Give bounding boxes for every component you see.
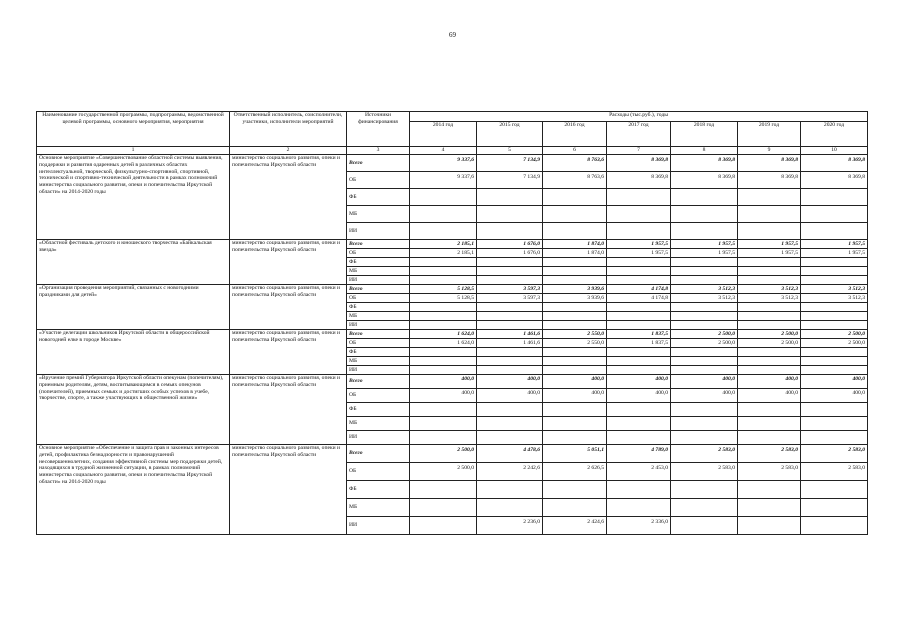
expense-value (543, 312, 607, 321)
expense-value: 400,0 (607, 389, 671, 403)
funding-source: ИИ (347, 276, 410, 285)
expense-value (671, 189, 738, 206)
expense-value (477, 189, 543, 206)
expense-value: 2 583,0 (671, 463, 738, 481)
funding-source: ИИ (347, 366, 410, 375)
expense-value (477, 481, 543, 499)
expense-value (410, 189, 477, 206)
expense-value: 1 461,6 (477, 330, 543, 339)
expense-value: 2 500,0 (410, 445, 477, 463)
expense-value (738, 223, 801, 240)
funding-source: МБ (347, 312, 410, 321)
expense-value (738, 276, 801, 285)
expense-value: 1 837,5 (607, 330, 671, 339)
expense-value: 2 500,0 (738, 330, 801, 339)
header-year: 2017 год (607, 122, 671, 147)
expense-value (477, 366, 543, 375)
responsible-executor: министерство социального развития, опеки и попечительства Иркутской области (230, 240, 347, 285)
expense-value: 1 874,0 (543, 249, 607, 258)
expense-value: 400,0 (738, 389, 801, 403)
expense-value (738, 348, 801, 357)
funding-source: ОБ (347, 463, 410, 481)
expense-value: 2 583,0 (738, 445, 801, 463)
expense-value (477, 417, 543, 431)
expense-value: 9 337,6 (410, 155, 477, 172)
expense-value (607, 223, 671, 240)
header-expenses: Расходы (тыс.руб.), годы (410, 112, 868, 122)
column-number: 5 (477, 147, 543, 155)
funding-source: ФБ (347, 403, 410, 417)
expense-value: 2 500,0 (671, 339, 738, 348)
funding-source: ОБ (347, 294, 410, 303)
header-year: 2016 год (543, 122, 607, 147)
expense-value (801, 223, 868, 240)
page-number: 69 (449, 31, 456, 39)
expense-value: 3 939,6 (543, 294, 607, 303)
expense-value (801, 431, 868, 445)
table-body (37, 155, 868, 535)
expense-value (410, 403, 477, 417)
expense-value: 1 676,0 (477, 249, 543, 258)
header-year: 2014 год (410, 122, 477, 147)
expense-value: 2 424,6 (543, 517, 607, 535)
expense-value (410, 321, 477, 330)
expense-value (607, 276, 671, 285)
expense-value (607, 258, 671, 267)
funding-source: МБ (347, 357, 410, 366)
expense-value: 8 369,8 (671, 155, 738, 172)
expense-value (477, 267, 543, 276)
header-name: Наименование государственной программы, подпрограммы, ведомственной целевой программы, основного мероприятия, мероприятия (37, 112, 230, 147)
expense-value (477, 303, 543, 312)
expense-value (738, 431, 801, 445)
expense-value (738, 189, 801, 206)
expense-value (801, 258, 868, 267)
expense-value: 7 134,9 (477, 155, 543, 172)
expense-value (671, 303, 738, 312)
expense-value: 5 128,5 (410, 285, 477, 294)
expense-value (477, 312, 543, 321)
funding-source: ОБ (347, 339, 410, 348)
expense-value: 400,0 (477, 389, 543, 403)
expense-value: 4 174,8 (607, 294, 671, 303)
header-year: 2015 год (477, 122, 543, 147)
expense-value: 3 512,3 (671, 294, 738, 303)
expense-value (801, 321, 868, 330)
expense-value (410, 499, 477, 517)
expense-value (801, 206, 868, 223)
expense-value (671, 403, 738, 417)
funding-source: Всего (347, 155, 410, 172)
expense-value (410, 312, 477, 321)
expense-value (671, 417, 738, 431)
expense-value (477, 499, 543, 517)
expense-value (801, 417, 868, 431)
expense-value: 2 185,1 (410, 249, 477, 258)
expense-value: 3 939,6 (543, 285, 607, 294)
expense-value: 9 337,6 (410, 172, 477, 189)
expense-value (607, 366, 671, 375)
funding-source: Всего (347, 330, 410, 339)
expense-value: 400,0 (671, 375, 738, 389)
expense-value (607, 403, 671, 417)
expense-value: 1 624,0 (410, 330, 477, 339)
expense-value (410, 366, 477, 375)
expense-value: 2 583,0 (801, 445, 868, 463)
expense-value: 4 174,8 (607, 285, 671, 294)
expense-value (410, 417, 477, 431)
expense-value (410, 206, 477, 223)
expense-value (410, 223, 477, 240)
expense-value (410, 267, 477, 276)
expense-value (738, 357, 801, 366)
expense-value: 1 957,5 (738, 240, 801, 249)
expense-value (801, 312, 868, 321)
expense-value: 2 583,0 (738, 463, 801, 481)
expense-value: 1 624,0 (410, 339, 477, 348)
expense-value (738, 312, 801, 321)
expense-value: 8 369,8 (738, 172, 801, 189)
expense-value (410, 276, 477, 285)
expense-value: 2 453,0 (607, 463, 671, 481)
table-row (37, 155, 868, 172)
expense-value (543, 481, 607, 499)
expense-value: 5 128,5 (410, 294, 477, 303)
expense-value (738, 206, 801, 223)
funding-source: ОБ (347, 249, 410, 258)
funding-source: ИИ (347, 223, 410, 240)
expense-value (738, 481, 801, 499)
expense-value (738, 403, 801, 417)
expense-value (543, 431, 607, 445)
expense-value: 2 500,0 (801, 339, 868, 348)
expense-value (543, 276, 607, 285)
expense-value (738, 366, 801, 375)
expense-value (410, 348, 477, 357)
responsible-executor: министерство социального развития, опеки и попечительства Иркутской области (230, 155, 347, 240)
expense-value: 400,0 (543, 389, 607, 403)
funding-source: ИИ (347, 321, 410, 330)
expense-value: 8 763,6 (543, 155, 607, 172)
measure-name: «Областной фестиваль детского и юношеского творчества «Байкальская звезда» (37, 240, 230, 285)
expense-value (738, 517, 801, 535)
expense-value (801, 276, 868, 285)
expense-value (543, 223, 607, 240)
funding-source: МБ (347, 417, 410, 431)
expense-value (671, 267, 738, 276)
column-number: 2 (230, 147, 347, 155)
expense-value (543, 357, 607, 366)
expense-value (801, 348, 868, 357)
column-number: 10 (801, 147, 868, 155)
header-year: 2020 год (801, 122, 868, 147)
responsible-executor: министерство социального развития, опеки и попечительства Иркутской области (230, 445, 347, 535)
expense-value: 1 676,0 (477, 240, 543, 249)
funding-source: МБ (347, 499, 410, 517)
expense-value (477, 276, 543, 285)
funding-source: МБ (347, 206, 410, 223)
expense-value: 4 789,0 (607, 445, 671, 463)
expense-value (410, 431, 477, 445)
expense-value (477, 403, 543, 417)
expense-value (801, 267, 868, 276)
expense-value: 2 583,0 (801, 463, 868, 481)
expense-value (738, 267, 801, 276)
funding-source: ФБ (347, 189, 410, 206)
header-year: 2018 год (671, 122, 738, 147)
expense-value (543, 303, 607, 312)
funding-source: ФБ (347, 303, 410, 312)
expense-value (671, 517, 738, 535)
measure-name: «Участие делегации школьников Иркутской области в общероссийской новогодней елке в городе Москве» (37, 330, 230, 375)
expense-value (607, 348, 671, 357)
expense-value (801, 481, 868, 499)
expense-value: 8 763,6 (543, 172, 607, 189)
expense-value (671, 499, 738, 517)
table-row (37, 330, 868, 339)
responsible-executor: министерство социального развития, опеки и попечительства Иркутской области (230, 375, 347, 445)
expense-value (671, 366, 738, 375)
expense-value (738, 417, 801, 431)
expense-value: 3 597,3 (477, 285, 543, 294)
expense-value (607, 357, 671, 366)
column-number: 3 (347, 147, 410, 155)
expense-value (738, 499, 801, 517)
expense-value: 3 512,3 (738, 294, 801, 303)
expense-value: 400,0 (607, 375, 671, 389)
expense-value (543, 267, 607, 276)
expense-value (671, 321, 738, 330)
expense-value (801, 499, 868, 517)
measure-name: Основное мероприятие «Совершенствование областной системы выявления, поддержки и развития одаренных детей в различных областях интеллектуальной, творческой, физкультурно-спортивной, спортивной, технической и спортивно-технической деятельности в рамках полномочий министерства социального развития, опеки и попечительства Иркутской области» на 2014-2020 годы (37, 155, 230, 240)
column-number: 6 (543, 147, 607, 155)
expense-value (607, 267, 671, 276)
expense-value: 1 957,5 (671, 240, 738, 249)
expense-value: 400,0 (801, 375, 868, 389)
funding-source: Всего (347, 285, 410, 294)
expense-value: 400,0 (543, 375, 607, 389)
expense-value: 2 500,0 (410, 463, 477, 481)
responsible-executor: министерство социального развития, опеки и попечительства Иркутской области (230, 285, 347, 330)
budget-table (36, 111, 868, 535)
expense-value (738, 321, 801, 330)
expense-value (477, 431, 543, 445)
expense-value: 400,0 (477, 375, 543, 389)
column-number: 4 (410, 147, 477, 155)
column-number: 8 (671, 147, 738, 155)
table-row (37, 375, 868, 389)
expense-value: 2 626,5 (543, 463, 607, 481)
expense-value: 400,0 (738, 375, 801, 389)
expense-value (543, 499, 607, 517)
funding-source: ФБ (347, 258, 410, 267)
expense-value (671, 206, 738, 223)
measure-name: «Вручение премий Губернатора Иркутской области опекунам (попечителям), приемным родителям, детям, воспитывающимся в семьях опекунов (попечителей), приемных семьях и достигших особых успехов в учебе, творчестве, спорте, а также участвующих в общественной жизни» (37, 375, 230, 445)
expense-value (801, 517, 868, 535)
expense-value: 1 837,5 (607, 339, 671, 348)
expense-value (477, 258, 543, 267)
expense-value: 8 369,8 (801, 155, 868, 172)
funding-source: Всего (347, 445, 410, 463)
funding-source: ФБ (347, 348, 410, 357)
expense-value: 8 369,8 (607, 155, 671, 172)
expense-value (477, 357, 543, 366)
expense-value: 3 597,3 (477, 294, 543, 303)
expense-value (607, 321, 671, 330)
expense-value (543, 321, 607, 330)
measure-name: «Организация проведения мероприятий, связанных с новогодними праздниками для детей» (37, 285, 230, 330)
table-row (37, 285, 868, 294)
expense-value: 8 369,8 (671, 172, 738, 189)
expense-value (410, 258, 477, 267)
responsible-executor: министерство социального развития, опеки и попечительства Иркутской области (230, 330, 347, 375)
expense-value: 8 369,8 (738, 155, 801, 172)
funding-source: ИИ (347, 431, 410, 445)
expense-value: 1 957,5 (738, 249, 801, 258)
header-source: Источники финансирования (347, 112, 410, 147)
column-number: 7 (607, 147, 671, 155)
expense-value: 2 550,0 (543, 339, 607, 348)
expense-value: 2 236,0 (477, 517, 543, 535)
expense-value (543, 206, 607, 223)
expense-value: 2 500,0 (738, 339, 801, 348)
expense-value (671, 357, 738, 366)
expense-value: 2 500,0 (801, 330, 868, 339)
expense-value: 3 512,3 (801, 285, 868, 294)
expense-value (801, 303, 868, 312)
expense-value: 3 512,3 (801, 294, 868, 303)
expense-value (607, 431, 671, 445)
expense-value (607, 499, 671, 517)
expense-value (410, 517, 477, 535)
expense-value: 1 957,5 (607, 240, 671, 249)
expense-value: 400,0 (410, 375, 477, 389)
expense-value: 1 957,5 (801, 240, 868, 249)
expense-value (477, 348, 543, 357)
header-responsible: Ответственный исполнитель, соисполнители, участники, исполнители мероприятий (230, 112, 347, 147)
expense-value: 400,0 (801, 389, 868, 403)
expense-value: 2 242,6 (477, 463, 543, 481)
expense-value (671, 223, 738, 240)
column-number: 1 (37, 147, 230, 155)
funding-source: ИИ (347, 517, 410, 535)
expense-value: 400,0 (410, 389, 477, 403)
expense-value (671, 312, 738, 321)
column-number: 9 (738, 147, 801, 155)
expense-value (801, 357, 868, 366)
expense-value: 2 336,0 (607, 517, 671, 535)
expense-value: 8 369,8 (801, 172, 868, 189)
expense-value (671, 348, 738, 357)
expense-value (410, 303, 477, 312)
expense-value: 3 512,3 (671, 285, 738, 294)
expense-value (738, 258, 801, 267)
expense-value (801, 366, 868, 375)
expense-value (477, 321, 543, 330)
header-year: 2019 год (738, 122, 801, 147)
expense-value (801, 403, 868, 417)
expense-value: 2 583,0 (671, 445, 738, 463)
expense-value: 1 461,6 (477, 339, 543, 348)
expense-value: 1 874,0 (543, 240, 607, 249)
expense-value: 4 478,6 (477, 445, 543, 463)
expense-value: 400,0 (671, 389, 738, 403)
expense-value (543, 366, 607, 375)
expense-value (671, 431, 738, 445)
expense-value (607, 481, 671, 499)
expense-value: 7 134,9 (477, 172, 543, 189)
expense-value (410, 481, 477, 499)
expense-value (607, 206, 671, 223)
expense-value: 2 185,1 (410, 240, 477, 249)
expense-value (607, 303, 671, 312)
expense-value (543, 189, 607, 206)
expense-value (477, 206, 543, 223)
table-row (37, 240, 868, 249)
expense-value: 1 957,5 (607, 249, 671, 258)
expense-value (543, 348, 607, 357)
expense-value (543, 417, 607, 431)
expense-value: 2 500,0 (671, 330, 738, 339)
table-row (37, 445, 868, 463)
expense-value (607, 189, 671, 206)
funding-source: Всего (347, 375, 410, 389)
funding-source: ОБ (347, 172, 410, 189)
expense-value (543, 403, 607, 417)
expense-value (671, 481, 738, 499)
expense-value (671, 276, 738, 285)
funding-source: МБ (347, 267, 410, 276)
expense-value (607, 312, 671, 321)
expense-value: 1 957,5 (801, 249, 868, 258)
expense-value (738, 303, 801, 312)
expense-value: 3 512,3 (738, 285, 801, 294)
expense-value: 5 051,1 (543, 445, 607, 463)
funding-source: ФБ (347, 481, 410, 499)
funding-source: ОБ (347, 389, 410, 403)
funding-source: Всего (347, 240, 410, 249)
expense-value (671, 258, 738, 267)
expense-value (410, 357, 477, 366)
expense-value (801, 189, 868, 206)
expense-value (543, 258, 607, 267)
expense-value: 1 957,5 (671, 249, 738, 258)
expense-value (477, 223, 543, 240)
expense-value (607, 417, 671, 431)
measure-name: Основное мероприятие «Обеспечение и защита прав и законных интересов детей, профилактика безнадзорности и правонарушений несовершеннолетних, создания эффективной системы мер поддержки детей, находящихся в трудной жизненной ситуации, в рамках полномочий министерства социального развития, опеки и попечительства Иркутской области» на 2014-2020 годы (37, 445, 230, 535)
expense-value: 2 550,0 (543, 330, 607, 339)
expense-value: 8 369,8 (607, 172, 671, 189)
